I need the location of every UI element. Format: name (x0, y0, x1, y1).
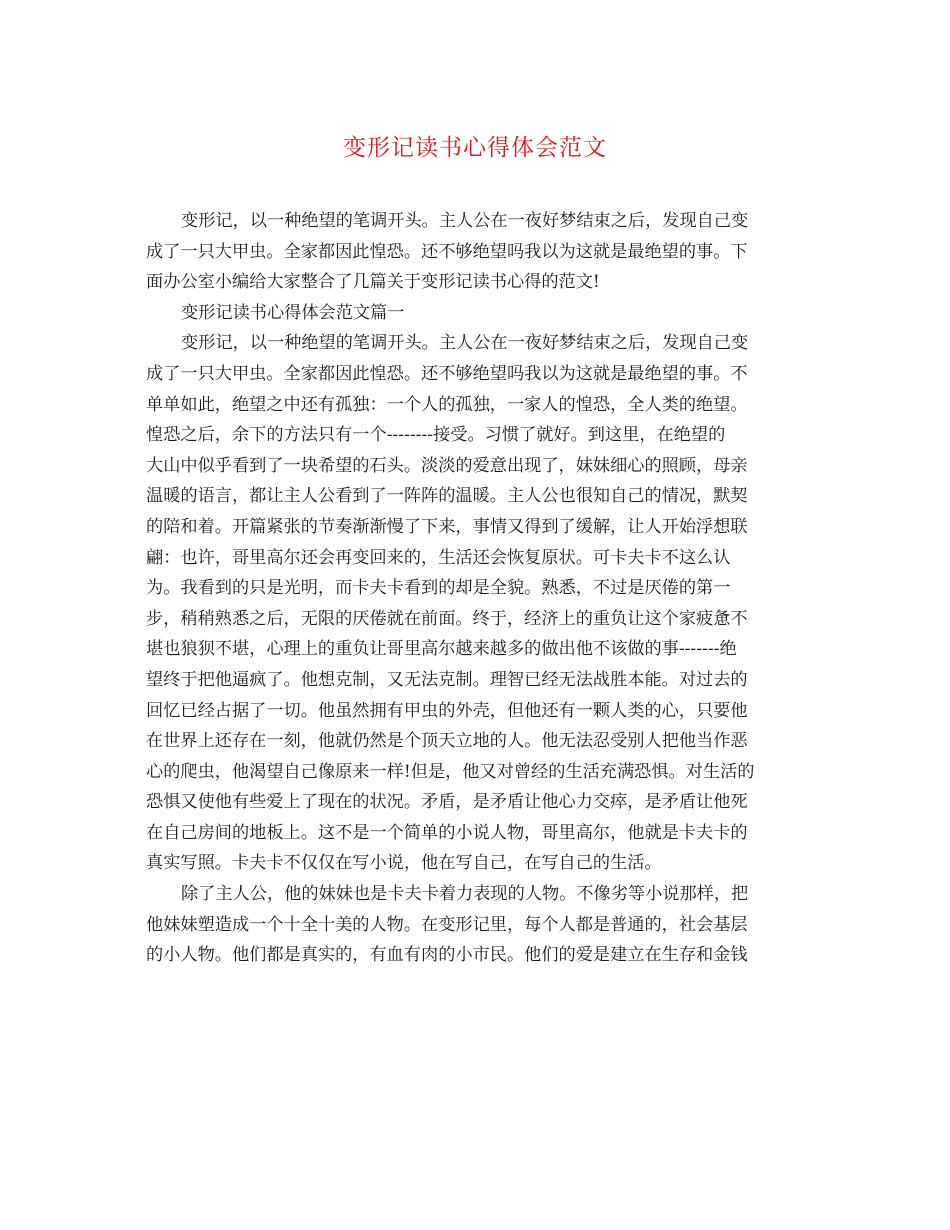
paragraph-line: 翩：也许，哥里高尔还会再变回来的，生活还会恢复原状。可卡夫卡不这么认 (146, 547, 731, 568)
paragraph-line: 变形记，以一种绝望的笔调开头。主人公在一夜好梦结束之后，发现自己变 (181, 333, 749, 354)
paragraph-line: 恐惧又使他有些爱上了现在的状况。矛盾，是矛盾让他心力交瘁，是矛盾让他死 (146, 792, 748, 813)
paragraph-line: 温暖的语言，都让主人公看到了一阵阵的温暖。主人公也很知自己的情况，默契 (146, 486, 748, 507)
paragraph-line: 在世界上还存在一刻，他就仍然是个顶天立地的人。他无法忍受别人把他当作恶 (146, 731, 748, 752)
paragraph-line: 除了主人公，他的妹妹也是卡夫卡着力表现的人物。不像劣等小说那样，把 (181, 884, 749, 905)
paragraph-line: 惶恐之后，余下的方法只有一个--------接受。习惯了就好。到这里，在绝望的 (146, 425, 726, 446)
paragraph-line: 变形记，以一种绝望的笔调开头。主人公在一夜好梦结束之后，发现自己变 (181, 211, 749, 231)
paragraph-line: 回忆已经占据了一切。他虽然拥有甲虫的外壳，但他还有一颗人类的心，只要他 (146, 700, 748, 721)
paragraph-line: 望终于把他逼疯了。他想克制，又无法克制。理智已经无法战胜本能。对过去的 (146, 669, 748, 690)
paragraph-line: 大山中似乎看到了一块希望的石头。淡淡的爱意出现了，妹妹细心的照顾，母亲 (146, 455, 748, 476)
document-title: 变形记读书心得体会范文 (343, 135, 607, 161)
paragraph-line: 为。我看到的只是光明，而卡夫卡看到的却是全貌。熟悉，不过是厌倦的第一 (146, 578, 731, 599)
paragraph-line: 在自己房间的地板上。这不是一个简单的小说人物，哥里高尔，他就是卡夫卡的 (146, 822, 748, 843)
paragraph-line: 堪也狼狈不堪，心理上的重负让哥里高尔越来越多的做出他不该做的事-------绝 (146, 639, 737, 660)
paragraph-line: 成了一只大甲虫。全家都因此惶恐。还不够绝望吗我以为这就是最绝望的事。下 (146, 241, 748, 262)
paragraph-line: 步，稍稍熟悉之后，无限的厌倦就在前面。终于，经济上的重负让这个家疲惫不 (146, 608, 748, 629)
paragraph-line: 成了一只大甲虫。全家都因此惶恐。还不够绝望吗我以为这就是最绝望的事。不 (146, 363, 748, 384)
paragraph-line: 单单如此，绝望之中还有孤独：一个人的孤独，一家人的惶恐，全人类的绝望。 (146, 394, 748, 415)
paragraph-line: 面办公室小编给大家整合了几篇关于变形记读书心得的范文! (146, 272, 600, 293)
paragraph-line: 真实写照。卡夫卡不仅仅在写小说，他在写自己，在写自己的生活。 (146, 853, 662, 874)
document-body (146, 206, 814, 971)
paragraph-line: 心的爬虫，他渴望自己像原来一样!但是，他又对曾经的生活充满恐惧。对生活的 (146, 761, 755, 782)
section-heading: 变形记读书心得体会范文篇一 (181, 302, 405, 323)
paragraph-line: 的小人物。他们都是真实的，有血有肉的小市民。他们的爱是建立在生存和金钱 (146, 945, 748, 966)
paragraph-line: 他妹妹塑造成一个十全十美的人物。在变形记里，每个人都是普通的，社会基层 (146, 914, 748, 935)
paragraph-line: 的陪和着。开篇紧张的节奏渐渐慢了下来，事情又得到了缓解，让人开始浮想联 (146, 516, 748, 537)
